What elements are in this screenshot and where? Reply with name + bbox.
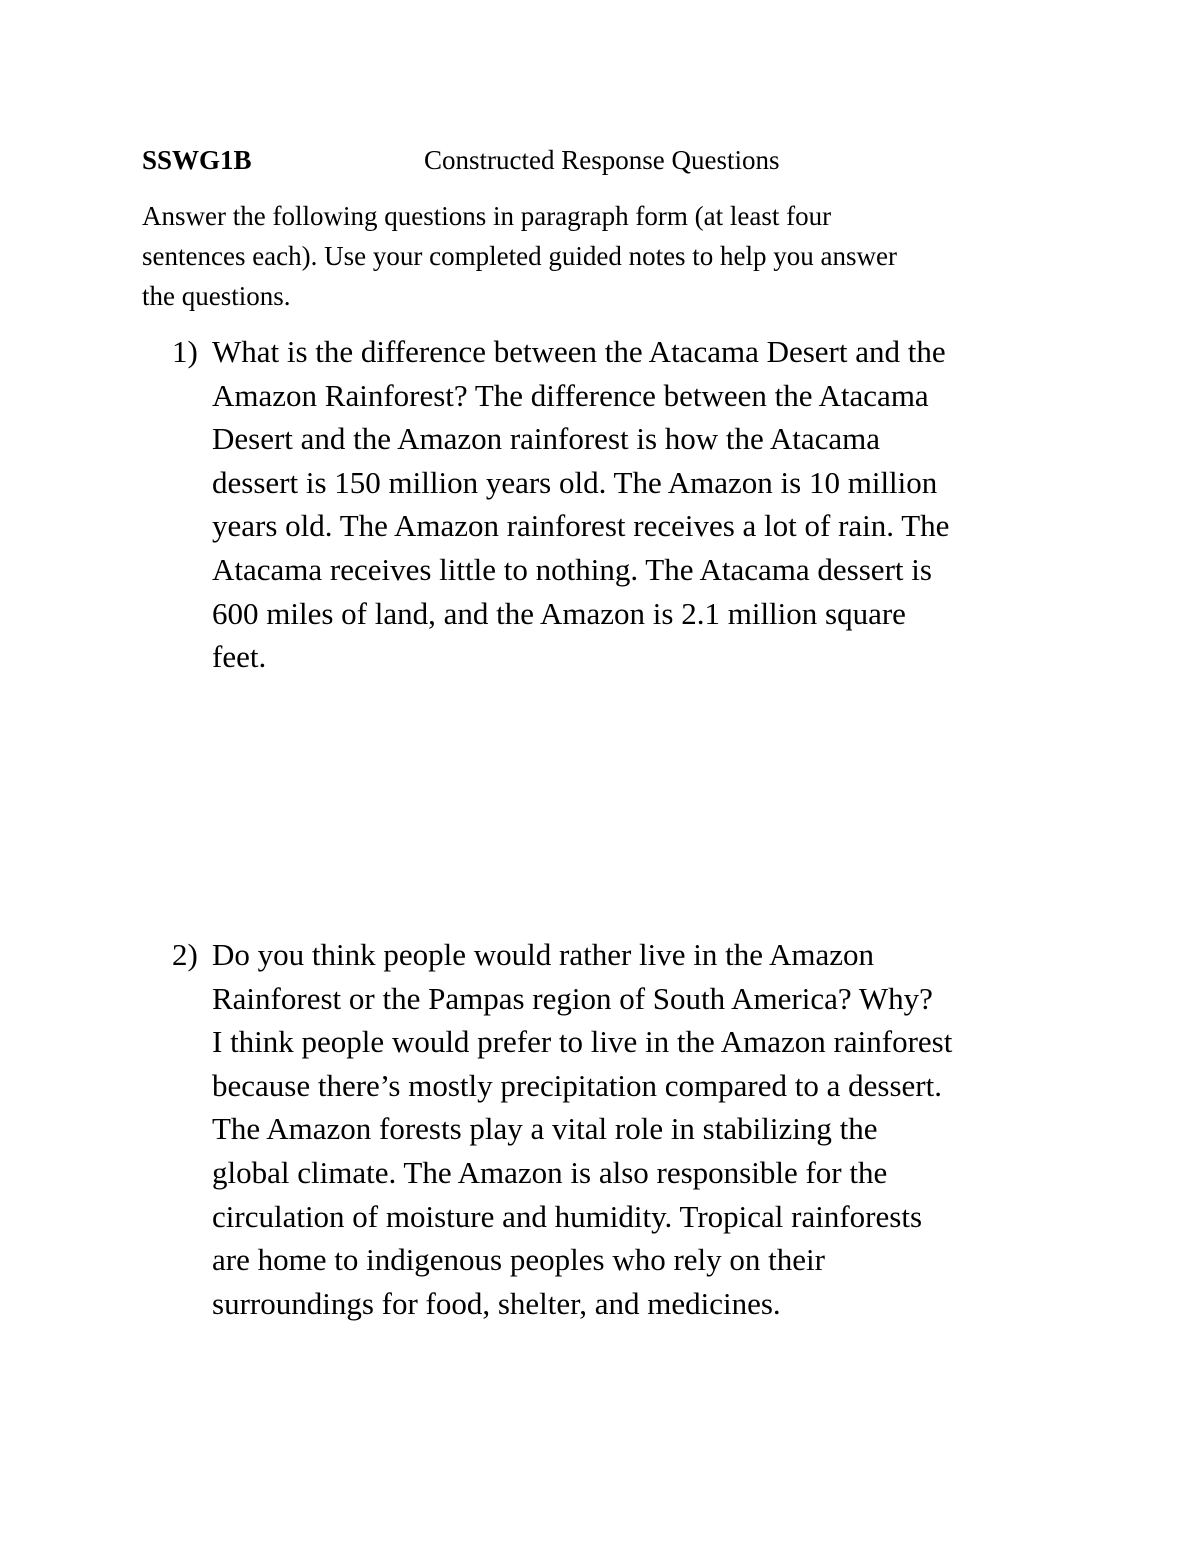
instructions-line: sentences each). Use your completed guided notes to help you answer xyxy=(142,241,898,271)
standard-code: SSWG1B xyxy=(142,145,252,175)
answer-line: are home to indigenous peoples who rely on their xyxy=(212,1242,825,1278)
answer-line: because there’s mostly precipitation compared to a dessert. xyxy=(212,1067,942,1103)
document-title: Constructed Response Questions xyxy=(424,145,780,175)
answer-line: circulation of moisture and humidity. Tropical rainforests xyxy=(212,1198,923,1234)
answer-line: Atacama receives little to nothing. The Atacama dessert is xyxy=(212,551,932,587)
answer-line: What is the difference between the Atacama Desert and the xyxy=(212,334,946,369)
answer-line: feet. xyxy=(212,639,267,675)
question-answer-text xyxy=(212,933,952,1325)
answer-line: Do you think people would rather live in the Amazon xyxy=(212,937,875,972)
answer-line: years old. The Amazon rainforest receives a lot of rain. The xyxy=(212,508,950,544)
document-header xyxy=(142,140,1042,180)
answer-line: The Amazon forests play a vital role in stabilizing the xyxy=(212,1111,878,1147)
answer-line: Amazon Rainforest? The difference between the Atacama xyxy=(212,377,929,413)
answer-line: I think people would prefer to live in the Amazon rainforest xyxy=(212,1024,953,1060)
answer-line: 600 miles of land, and the Amazon is 2.1 million square xyxy=(212,595,906,631)
answer-line: Desert and the Amazon rainforest is how the Atacama xyxy=(212,421,880,457)
instructions-line: Answer the following questions in paragraph form (at least four xyxy=(142,201,832,231)
answer-line: Rainforest or the Pampas region of South America? Why? xyxy=(212,980,933,1016)
answer-line: global climate. The Amazon is also responsible for the xyxy=(212,1154,888,1190)
question-answer-text xyxy=(212,330,949,679)
instructions-line: the questions. xyxy=(142,281,291,311)
answer-line: surroundings for food, shelter, and medicines. xyxy=(212,1285,781,1321)
question-number: 2) xyxy=(172,937,198,972)
answer-line: dessert is 150 million years old. The Amazon is 10 million xyxy=(212,464,938,500)
instructions-paragraph xyxy=(142,196,1042,316)
question-number: 1) xyxy=(172,334,198,369)
